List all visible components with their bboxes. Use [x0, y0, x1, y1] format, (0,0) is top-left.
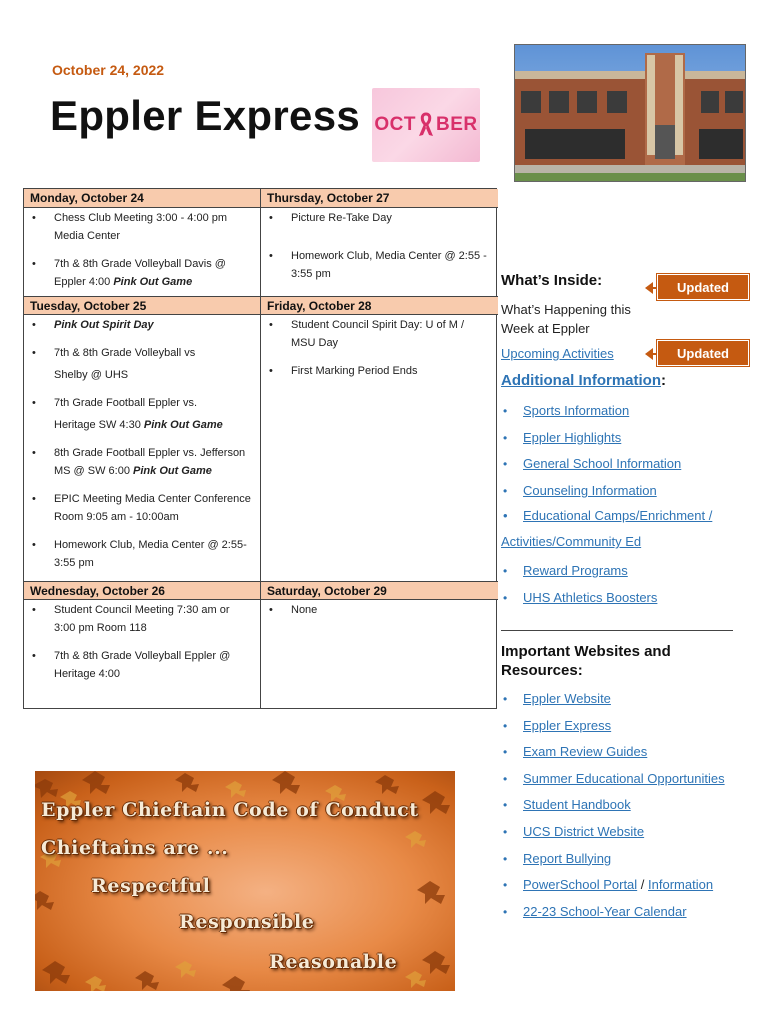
updated-badge: Updated: [657, 340, 749, 366]
powerschool-portal-link[interactable]: PowerSchool Portal: [523, 877, 638, 893]
list-item: • Student Council Spirit Day: U of M / MSU Day: [261, 316, 498, 352]
banner-reasonable: Reasonable: [269, 951, 398, 973]
important-websites-heading: Important Websites and Resources:: [501, 643, 671, 679]
monday-heading: Monday, October 24: [24, 189, 260, 208]
list-item: • First Marking Period Ends: [261, 362, 498, 380]
wednesday-heading: Wednesday, October 26: [24, 581, 260, 600]
calendar-right-column: [261, 189, 498, 708]
list-item[interactable]: • UHS Athletics Boosters: [501, 589, 657, 616]
code-of-conduct-banner: [35, 771, 455, 991]
banner-responsible: Responsible: [179, 911, 315, 933]
school-building-photo: [514, 44, 746, 182]
list-item: • Pink Out Spirit Day: [24, 316, 260, 334]
additional-information-heading: Additional Information:: [501, 372, 666, 389]
section-divider: [501, 630, 733, 631]
additional-info-list: [501, 402, 681, 508]
newsletter-title: Eppler Express: [50, 92, 361, 139]
list-item: Shelby @ UHS: [54, 369, 129, 381]
badge-text-left: OCT: [374, 114, 416, 135]
friday-heading: Friday, October 28: [261, 296, 498, 315]
additional-information-link[interactable]: Additional Information: [501, 372, 661, 389]
badge-text-right: BER: [435, 114, 478, 135]
banner-respectful: Respectful: [91, 875, 211, 897]
list-item[interactable]: • PowerSchool Portal / Information: [501, 876, 725, 903]
banner-title: Eppler Chieftain Code of Conduct: [41, 799, 419, 821]
october-pink-ribbon-badge: [372, 88, 480, 162]
list-item[interactable]: • Sports Information: [501, 402, 681, 429]
list-item: • Student Council Meeting 7:30 am or 3:00 pm Room 118: [24, 601, 260, 637]
wednesday-items: [24, 601, 260, 693]
educational-camps-link[interactable]: • Educational Camps/Enrichment /: [501, 508, 712, 523]
tuesday-items: [24, 316, 260, 582]
whats-inside-heading: What’s Inside:: [501, 272, 603, 289]
whats-happening-item: What’s Happening this Week at Eppler: [501, 302, 631, 336]
list-item: • EPIC Meeting Media Center Conference Room 9:05 am - 10:00am: [24, 490, 260, 526]
thursday-items: [261, 209, 498, 293]
additional-info-list-2: [501, 562, 657, 615]
list-item[interactable]: • UCS District Website: [501, 823, 725, 850]
updated-badge: Updated: [657, 274, 749, 300]
list-item[interactable]: • Eppler Highlights: [501, 429, 681, 456]
list-item[interactable]: • 22-23 School-Year Calendar: [501, 903, 725, 930]
list-item: Heritage SW 4:30 Pink Out Game: [54, 419, 223, 431]
upcoming-activities-link[interactable]: Upcoming Activities: [501, 346, 614, 361]
school-building-image: [515, 45, 746, 182]
list-item[interactable]: • Reward Programs: [501, 562, 657, 589]
list-item: • 7th Grade Football Eppler vs.: [24, 394, 260, 412]
list-item[interactable]: • Summer Educational Opportunities: [501, 770, 725, 797]
educational-camps-link-continued[interactable]: Activities/Community Ed: [501, 534, 642, 549]
list-item[interactable]: • Report Bullying: [501, 850, 725, 877]
list-item[interactable]: • Exam Review Guides: [501, 743, 725, 770]
list-item: • Homework Club, Media Center @ 2:55 - 3:55 pm: [261, 247, 498, 283]
list-item: • 7th & 8th Grade Volleyball Davis @ Eppler 4:00 Pink Out Game: [24, 255, 260, 291]
thursday-heading: Thursday, October 27: [261, 189, 498, 208]
list-item: • Homework Club, Media Center @ 2:55-3:55 pm: [24, 536, 260, 572]
issue-date: October 24, 2022: [52, 62, 165, 78]
list-item[interactable]: • General School Information: [501, 455, 681, 482]
list-item: • 7th & 8th Grade Volleyball Eppler @ Heritage 4:00: [24, 647, 260, 683]
list-item: • 7th & 8th Grade Volleyball vs: [24, 344, 260, 362]
tuesday-heading: Tuesday, October 25: [24, 296, 260, 315]
saturday-heading: Saturday, October 29: [261, 581, 498, 600]
banner-subtitle: Chieftains are ...: [41, 837, 229, 859]
list-item[interactable]: • Eppler Express: [501, 717, 725, 744]
list-item: • 8th Grade Football Eppler vs. Jefferson MS @ SW 6:00 Pink Out Game: [24, 444, 260, 480]
list-item: • Picture Re-Take Day: [261, 209, 498, 227]
monday-items: [24, 209, 260, 301]
friday-items: [261, 316, 498, 390]
list-item: • Chess Club Meeting 3:00 - 4:00 pm Media Center: [24, 209, 260, 245]
list-item[interactable]: • Eppler Website: [501, 690, 725, 717]
websites-list: [501, 690, 725, 929]
pink-ribbon-icon: [417, 112, 435, 138]
saturday-items: [261, 601, 498, 629]
list-item[interactable]: • Student Handbook: [501, 796, 725, 823]
list-item: • None: [261, 601, 498, 619]
list-item[interactable]: • Counseling Information: [501, 482, 681, 509]
weekly-calendar-table: [23, 188, 497, 709]
calendar-left-column: [24, 189, 261, 708]
information-link[interactable]: Information: [648, 877, 714, 893]
